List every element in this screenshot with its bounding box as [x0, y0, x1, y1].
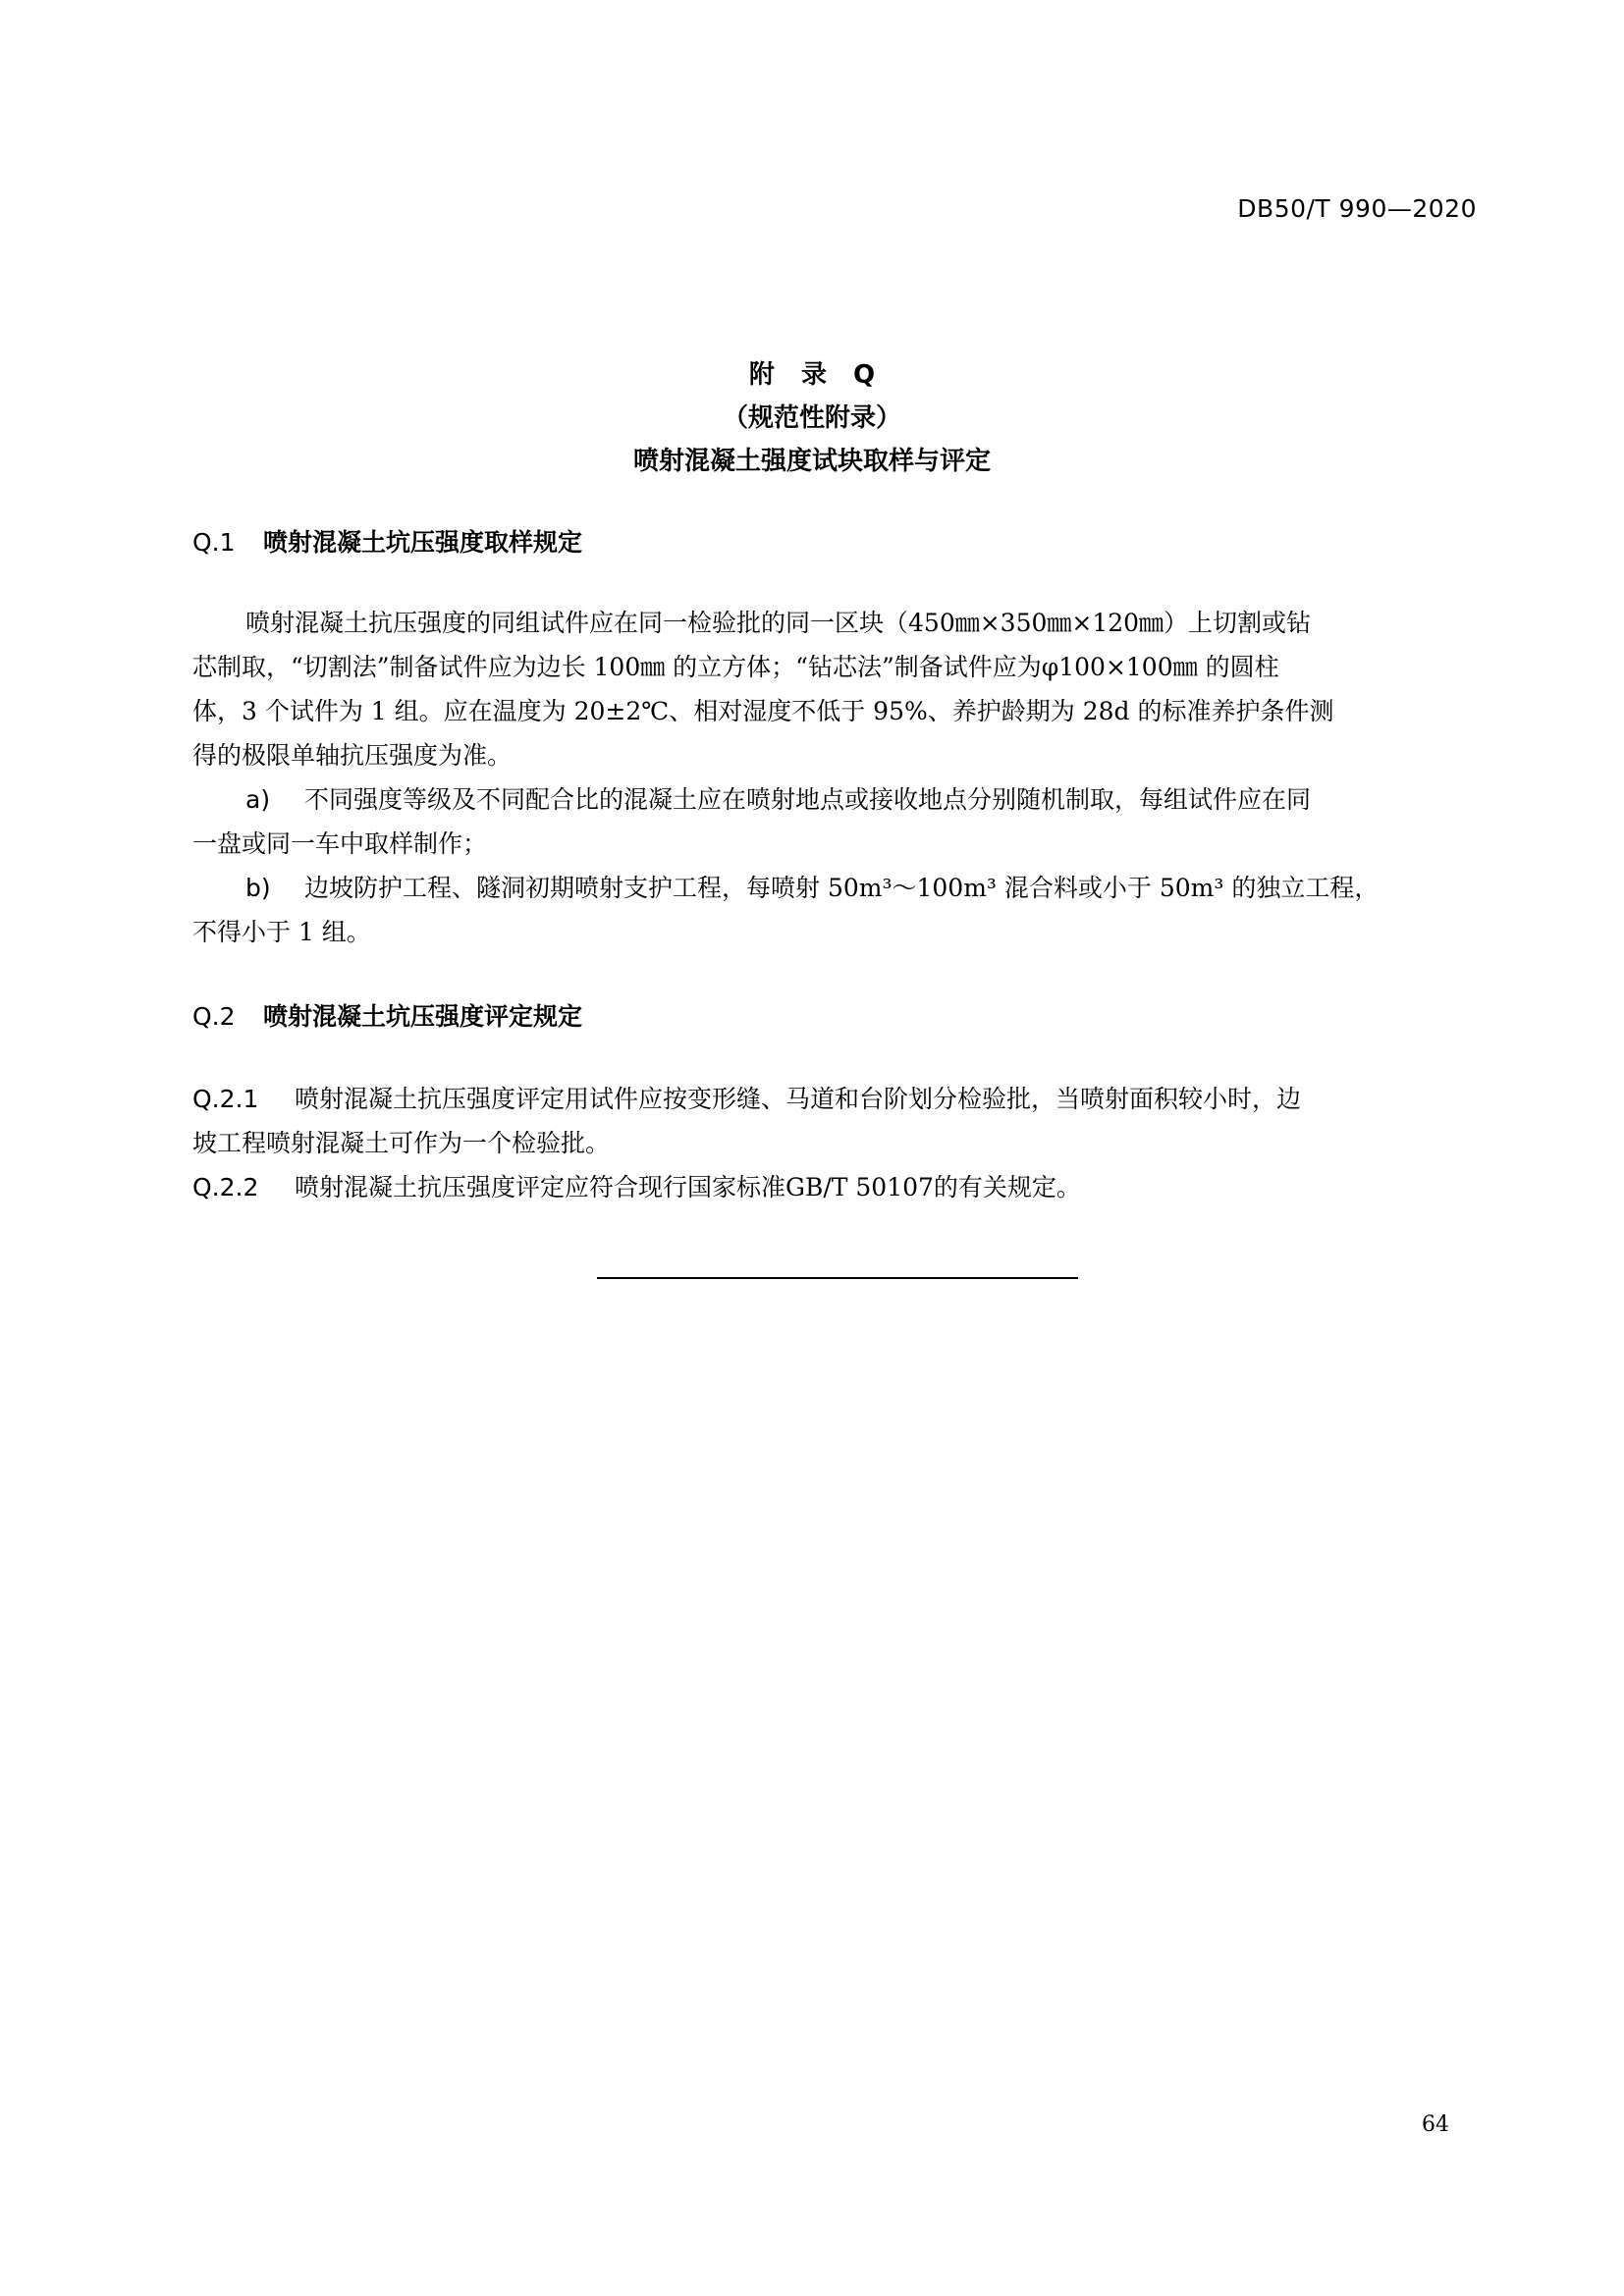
paragraph-line: 芯制取，“切割法”制备试件应为边长 100㎜ 的立方体；“钻芯法”制备试件应为φ100×100㎜ 的圆柱 [192, 653, 1279, 681]
appendix-type: （规范性附录） [722, 403, 901, 433]
paragraph-line: 得的极限单轴抗压强度为准。 [192, 741, 513, 770]
appendix-label: 附 录 Q [748, 360, 876, 390]
section-heading-q1 [192, 523, 582, 559]
list-item-b [192, 866, 1469, 954]
paragraph-line: a) 不同强度等级及不同配合比的混凝土应在喷射地点或接收地点分别随机制取，每组试件应在同 [192, 777, 1469, 822]
paragraph-line: Q.2.2 喷射混凝土抗压强度评定应符合现行国家标准GB/T 50107的有关规定。 [192, 1165, 1469, 1209]
paragraph-line: 一盘或同一车中取样制作； [192, 829, 488, 858]
paragraph-line: b) 边坡防护工程、隧洞初期喷射支护工程，每喷射 50m³～100m³ 混合料或小于 50m³ 的独立工程， [192, 866, 1469, 910]
list-item-a [192, 777, 1469, 866]
paragraph-line: 喷射混凝土抗压强度的同组试件应在同一检验批的同一区块（450㎜×350㎜×120㎜）上切割或钻 [245, 609, 1312, 637]
paragraph-line: 坡工程喷射混凝土可作为一个检验批。 [192, 1129, 611, 1157]
section-title: 喷射混凝土坑压强度评定规定 [263, 1002, 583, 1031]
paragraph-line: 不得小于 1 组。 [192, 918, 371, 946]
clause-q2-1 [192, 1077, 1469, 1165]
clause-number: Q.2.2 [192, 1173, 259, 1201]
appendix-title-block [0, 353, 1624, 483]
section-heading-q2 [192, 997, 582, 1033]
document-code: DB50/T 990—2020 [1237, 194, 1477, 223]
section-number: Q.2 [192, 1002, 236, 1031]
clause-q2-2 [192, 1165, 1469, 1209]
paragraph-line: 体，3 个试件为 1 组。应在温度为 20±2℃、相对湿度不低于 95%、养护龄期为 28d 的标准养护条件测 [192, 697, 1334, 725]
paragraph-line: Q.2.1 喷射混凝土抗压强度评定用试件应按变形缝、马道和台阶划分检验批，当喷射面积较小时，边 [192, 1077, 1469, 1121]
section-q1-intro [192, 601, 1469, 777]
item-label: a) [245, 785, 271, 814]
section-title: 喷射混凝土坑压强度取样规定 [263, 528, 583, 557]
item-label: b) [245, 874, 271, 902]
clause-number: Q.2.1 [192, 1085, 259, 1113]
appendix-name: 喷射混凝土强度试块取样与评定 [632, 447, 991, 476]
page-number: 64 [1422, 2112, 1449, 2137]
section-number: Q.1 [192, 528, 236, 557]
end-rule [597, 1277, 1078, 1279]
